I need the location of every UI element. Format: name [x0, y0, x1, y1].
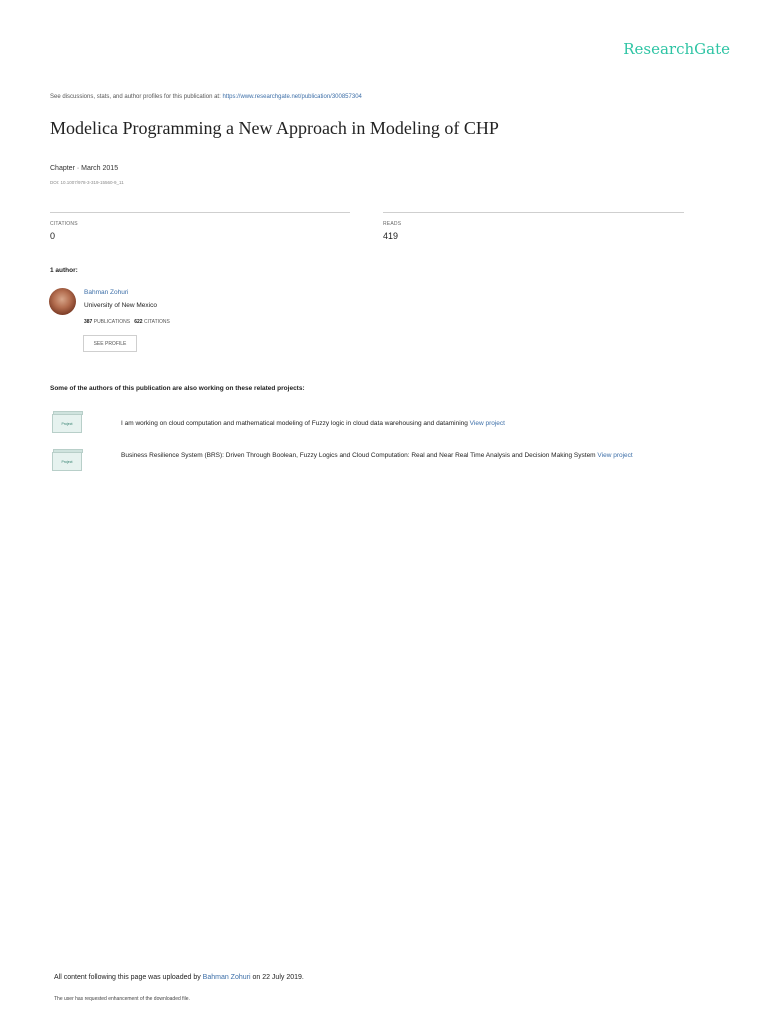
reads-divider — [383, 212, 684, 213]
uploader-link[interactable]: Bahman Zohuri — [202, 974, 251, 981]
related-project-item — [121, 449, 711, 462]
see-profile-button[interactable]: SEE PROFILE — [83, 335, 137, 352]
reads-label: READS — [383, 221, 402, 227]
author-institution: University of New Mexico — [84, 302, 157, 309]
project-folder-icon[interactable] — [52, 411, 82, 433]
researchgate-logo[interactable]: ResearchGate — [623, 40, 730, 58]
publication-doi: DOI: 10.1007/978-3-319-15560-9_11 — [50, 180, 124, 185]
publication-title: Modelica Programming a New Approach in Modeling of CHP — [50, 118, 499, 138]
publication-type-date: Chapter · March 2015 — [50, 165, 119, 172]
view-project-link[interactable]: View project — [597, 452, 633, 459]
project-folder-icon[interactable] — [52, 449, 82, 471]
upload-prefix: All content following this page was uploaded by — [54, 974, 203, 981]
related-projects-heading: Some of the authors of this publication are also working on these related projects: — [50, 385, 305, 392]
project-description: I am working on cloud computation and mathematical modeling of Fuzzy logic in cloud data warehousing and datamining — [121, 420, 470, 427]
project-icon-label: Project — [52, 452, 82, 471]
citations-label: CITATIONS — [50, 221, 78, 227]
project-description: Business Resilience System (BRS): Driven Through Boolean, Fuzzy Logics and Cloud Computation: Real and Near Real Time Analysis and Decision Making System — [121, 452, 598, 459]
discussion-line — [50, 94, 362, 100]
author-citations-count: 622 — [134, 319, 143, 325]
author-stats — [84, 319, 170, 325]
citations-divider — [50, 212, 350, 213]
discussion-prefix: See discussions, stats, and author profiles for this publication at: — [50, 94, 223, 100]
author-publications-count: 387 — [84, 319, 93, 325]
reads-value: 419 — [383, 231, 399, 241]
publication-url-link[interactable]: https://www.researchgate.net/publication/300857304 — [222, 94, 362, 100]
upload-suffix: on 22 July 2019. — [250, 974, 304, 981]
author-avatar[interactable] — [49, 288, 76, 315]
project-icon-label: Project — [52, 414, 82, 433]
citations-value: 0 — [50, 231, 56, 241]
author-publications-label: PUBLICATIONS — [93, 319, 131, 325]
author-citations-label: CITATIONS — [143, 319, 170, 325]
view-project-link[interactable]: View project — [469, 420, 505, 427]
related-project-item — [121, 417, 711, 430]
authors-heading: 1 author: — [50, 267, 78, 274]
upload-notice — [54, 974, 304, 981]
enhancement-note: The user has requested enhancement of the downloaded file. — [54, 996, 190, 1002]
author-name-link[interactable]: Bahman Zohuri — [84, 289, 129, 296]
